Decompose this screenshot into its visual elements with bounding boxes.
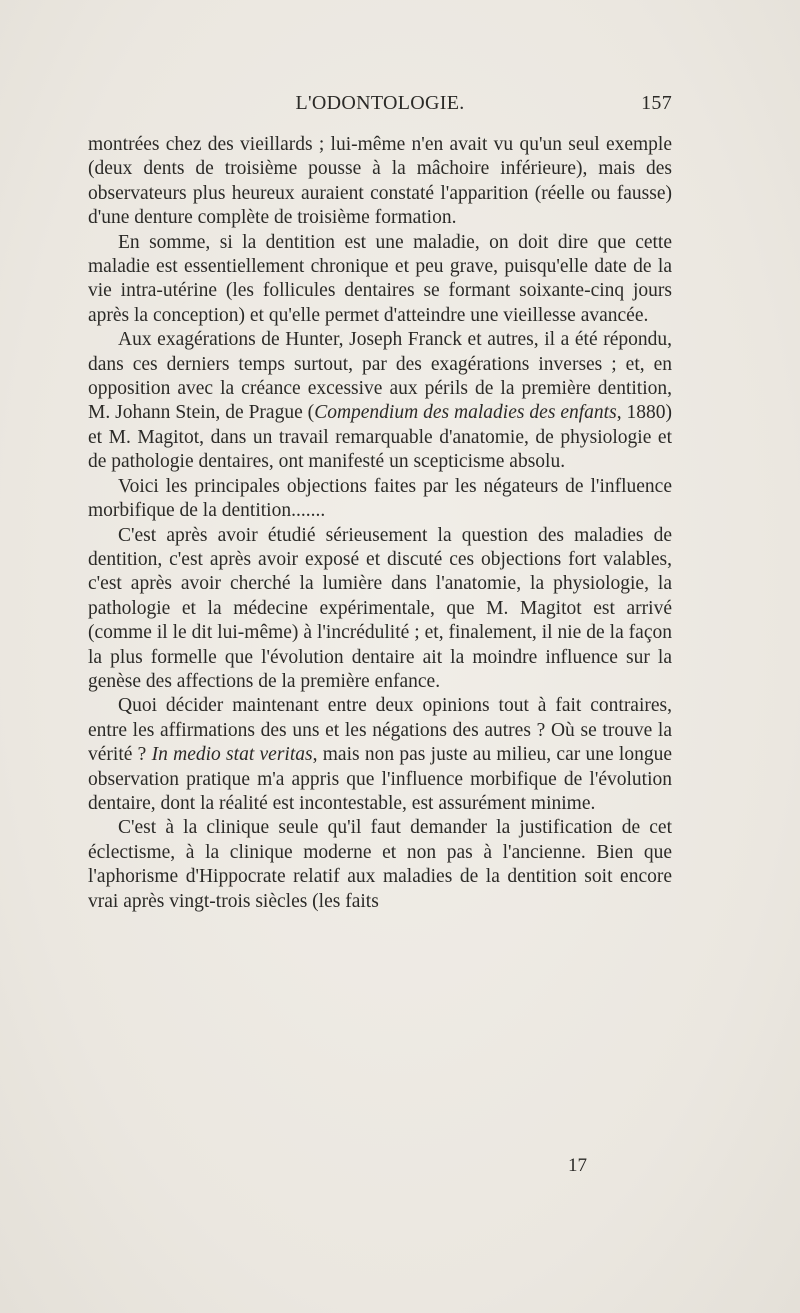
- paragraph-text: , mais non pas juste au milieu, car une longue observation pratique m'a appris que l'influence morbifique de l'évolution dentaire, dont la réalité est incontestable, est assurément minime.: [88, 744, 672, 814]
- paragraph: [88, 231, 672, 329]
- running-title: L'ODONTOLOGIE.: [295, 92, 465, 114]
- paragraph: [88, 475, 672, 524]
- paragraph: [88, 524, 672, 695]
- body-text: [88, 133, 672, 914]
- paragraph-text: C'est à la clinique seule qu'il faut demander la justification de cet éclectisme, à la clinique moderne et non pas à l'ancienne. Bien que l'aphorisme d'Hippocrate relatif aux maladies de la dentition soit encore vrai après vingt-trois siècles (les faits: [88, 817, 672, 912]
- paragraph-text: Quoi décider maintenant entre deux opinions tout à fait contraires, entre les affirmations des uns et les négations des autres ? Où se trouve la vérité ?: [88, 695, 672, 766]
- paragraph-text: montrées chez des vieillards ; lui-même n'en avait vu qu'un seul exemple (deux dents de troisième pousse à la mâchoire inférieure), mais des observateurs plus heureux auraient constaté l'apparition (réelle ou fausse) d'une denture complète de troisième formation.: [88, 134, 672, 229]
- paragraph-text: C'est après avoir étudié sérieusement la question des maladies de dentition, c'est après avoir exposé et discuté ces objections fort valables, c'est après avoir cherché la lumière dans l'anatomie, la physiologie, la pathologie et la médecine expérimentale, que M. Magitot est arrivé (comme il le dit lui-même) à l'incrédulité ; et, finalement, il nie de la façon la plus formelle que l'évolution dentaire ait la moindre influence sur la genèse des affections de la première enfance.: [88, 524, 672, 692]
- page-number: 157: [641, 92, 672, 114]
- paragraph: [88, 328, 672, 474]
- italic-citation: In medio stat veritas: [151, 744, 313, 766]
- paragraph: [88, 816, 672, 914]
- paragraph-text: En somme, si la dentition est une maladie, on doit dire que cette maladie est essentiellement chronique et peu grave, puisqu'elle date de la vie intra-utérine (les follicules dentaires se formant soixante-cinq jours après la conception) et qu'elle permet d'atteindre une vieillesse avancée.: [88, 231, 672, 326]
- paragraph-text: Aux exagérations de Hunter, Joseph Franck et autres, il a été répondu, dans ces derniers temps surtout, par des exagérations inverses ; et, en opposition avec la créance excessive aux périls de la première dentition, M. Johann Stein, de Prague (: [88, 329, 672, 424]
- italic-citation: Compendium des maladies des enfants: [314, 402, 617, 424]
- paragraph: [88, 133, 672, 231]
- paragraph-text: , 1880) et M. Magitot, dans un travail remarquable d'anatomie, de physiologie et de pathologie dentaires, ont manifesté un scepticisme absolu.: [88, 402, 672, 473]
- signature-mark: 17: [568, 1155, 587, 1176]
- paragraph-text: Voici les principales objections faites par les négateurs de l'influence morbifique de la dentition.......: [88, 475, 672, 522]
- running-head: [88, 92, 672, 122]
- paragraph: [88, 694, 672, 816]
